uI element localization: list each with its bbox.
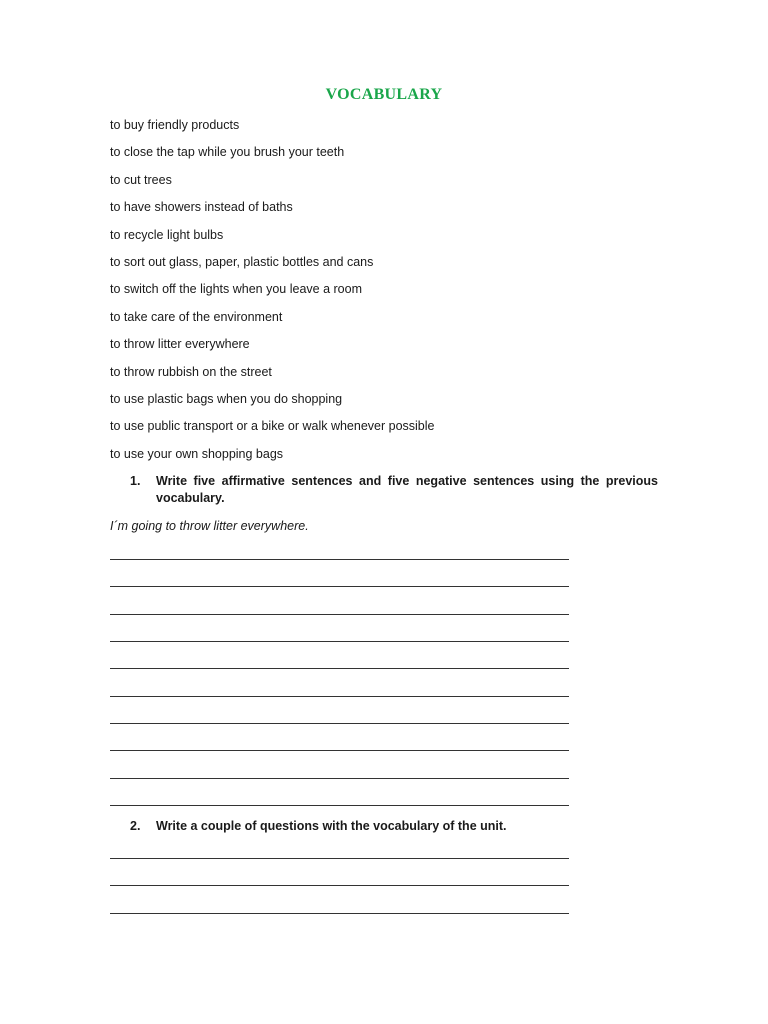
answer-line-rule bbox=[110, 641, 569, 642]
vocabulary-item: to sort out glass, paper, plastic bottles and cans bbox=[110, 254, 374, 269]
vocabulary-item: to use your own shopping bags bbox=[110, 446, 284, 461]
exercise-1-text: Write five affirmative sentences and five negative sentences using the previous vocabulary. bbox=[156, 474, 658, 505]
example-sentence: I´m going to throw litter everywhere. bbox=[110, 519, 309, 533]
vocabulary-item: to throw rubbish on the street bbox=[110, 364, 272, 379]
answer-line-rule bbox=[110, 913, 569, 914]
page-title: VOCABULARY bbox=[325, 86, 443, 103]
vocabulary-item: to buy friendly products bbox=[110, 118, 240, 132]
vocabulary-item: to recycle light bulbs bbox=[110, 227, 224, 242]
answer-line-rule bbox=[110, 805, 569, 806]
vocabulary-item: to take care of the environment bbox=[110, 309, 283, 324]
exercise-1-number: 1. bbox=[130, 474, 141, 488]
answer-line-rule bbox=[110, 586, 569, 587]
exercise-1-instruction bbox=[130, 473, 658, 507]
vocabulary-item: to switch off the lights when you leave a room bbox=[110, 282, 362, 297]
vocabulary-item: to use public transport or a bike or walk whenever possible bbox=[110, 419, 435, 434]
answer-line-rule bbox=[110, 858, 569, 859]
vocabulary-item: to throw litter everywhere bbox=[110, 337, 250, 352]
exercise-2-instruction bbox=[130, 818, 658, 835]
vocabulary-item: to close the tap while you brush your teeth bbox=[110, 145, 345, 160]
answer-line-rule bbox=[110, 723, 569, 724]
exercise-2-number: 2. bbox=[130, 819, 141, 833]
vocabulary-item: to have showers instead of baths bbox=[110, 200, 293, 215]
vocabulary-item: to cut trees bbox=[110, 172, 172, 187]
answer-line-rule bbox=[110, 696, 569, 697]
answer-line-rule bbox=[110, 750, 569, 751]
answer-line-rule bbox=[110, 885, 569, 886]
vocabulary-item: to use plastic bags when you do shopping bbox=[110, 391, 343, 406]
vocabulary-list bbox=[110, 116, 434, 472]
answer-line-rule bbox=[110, 614, 569, 615]
answer-line-rule bbox=[110, 668, 569, 669]
exercise-2-text: Write a couple of questions with the vocabulary of the unit. bbox=[156, 819, 507, 833]
answer-line-rule bbox=[110, 778, 569, 779]
answer-line-rule bbox=[110, 559, 569, 560]
